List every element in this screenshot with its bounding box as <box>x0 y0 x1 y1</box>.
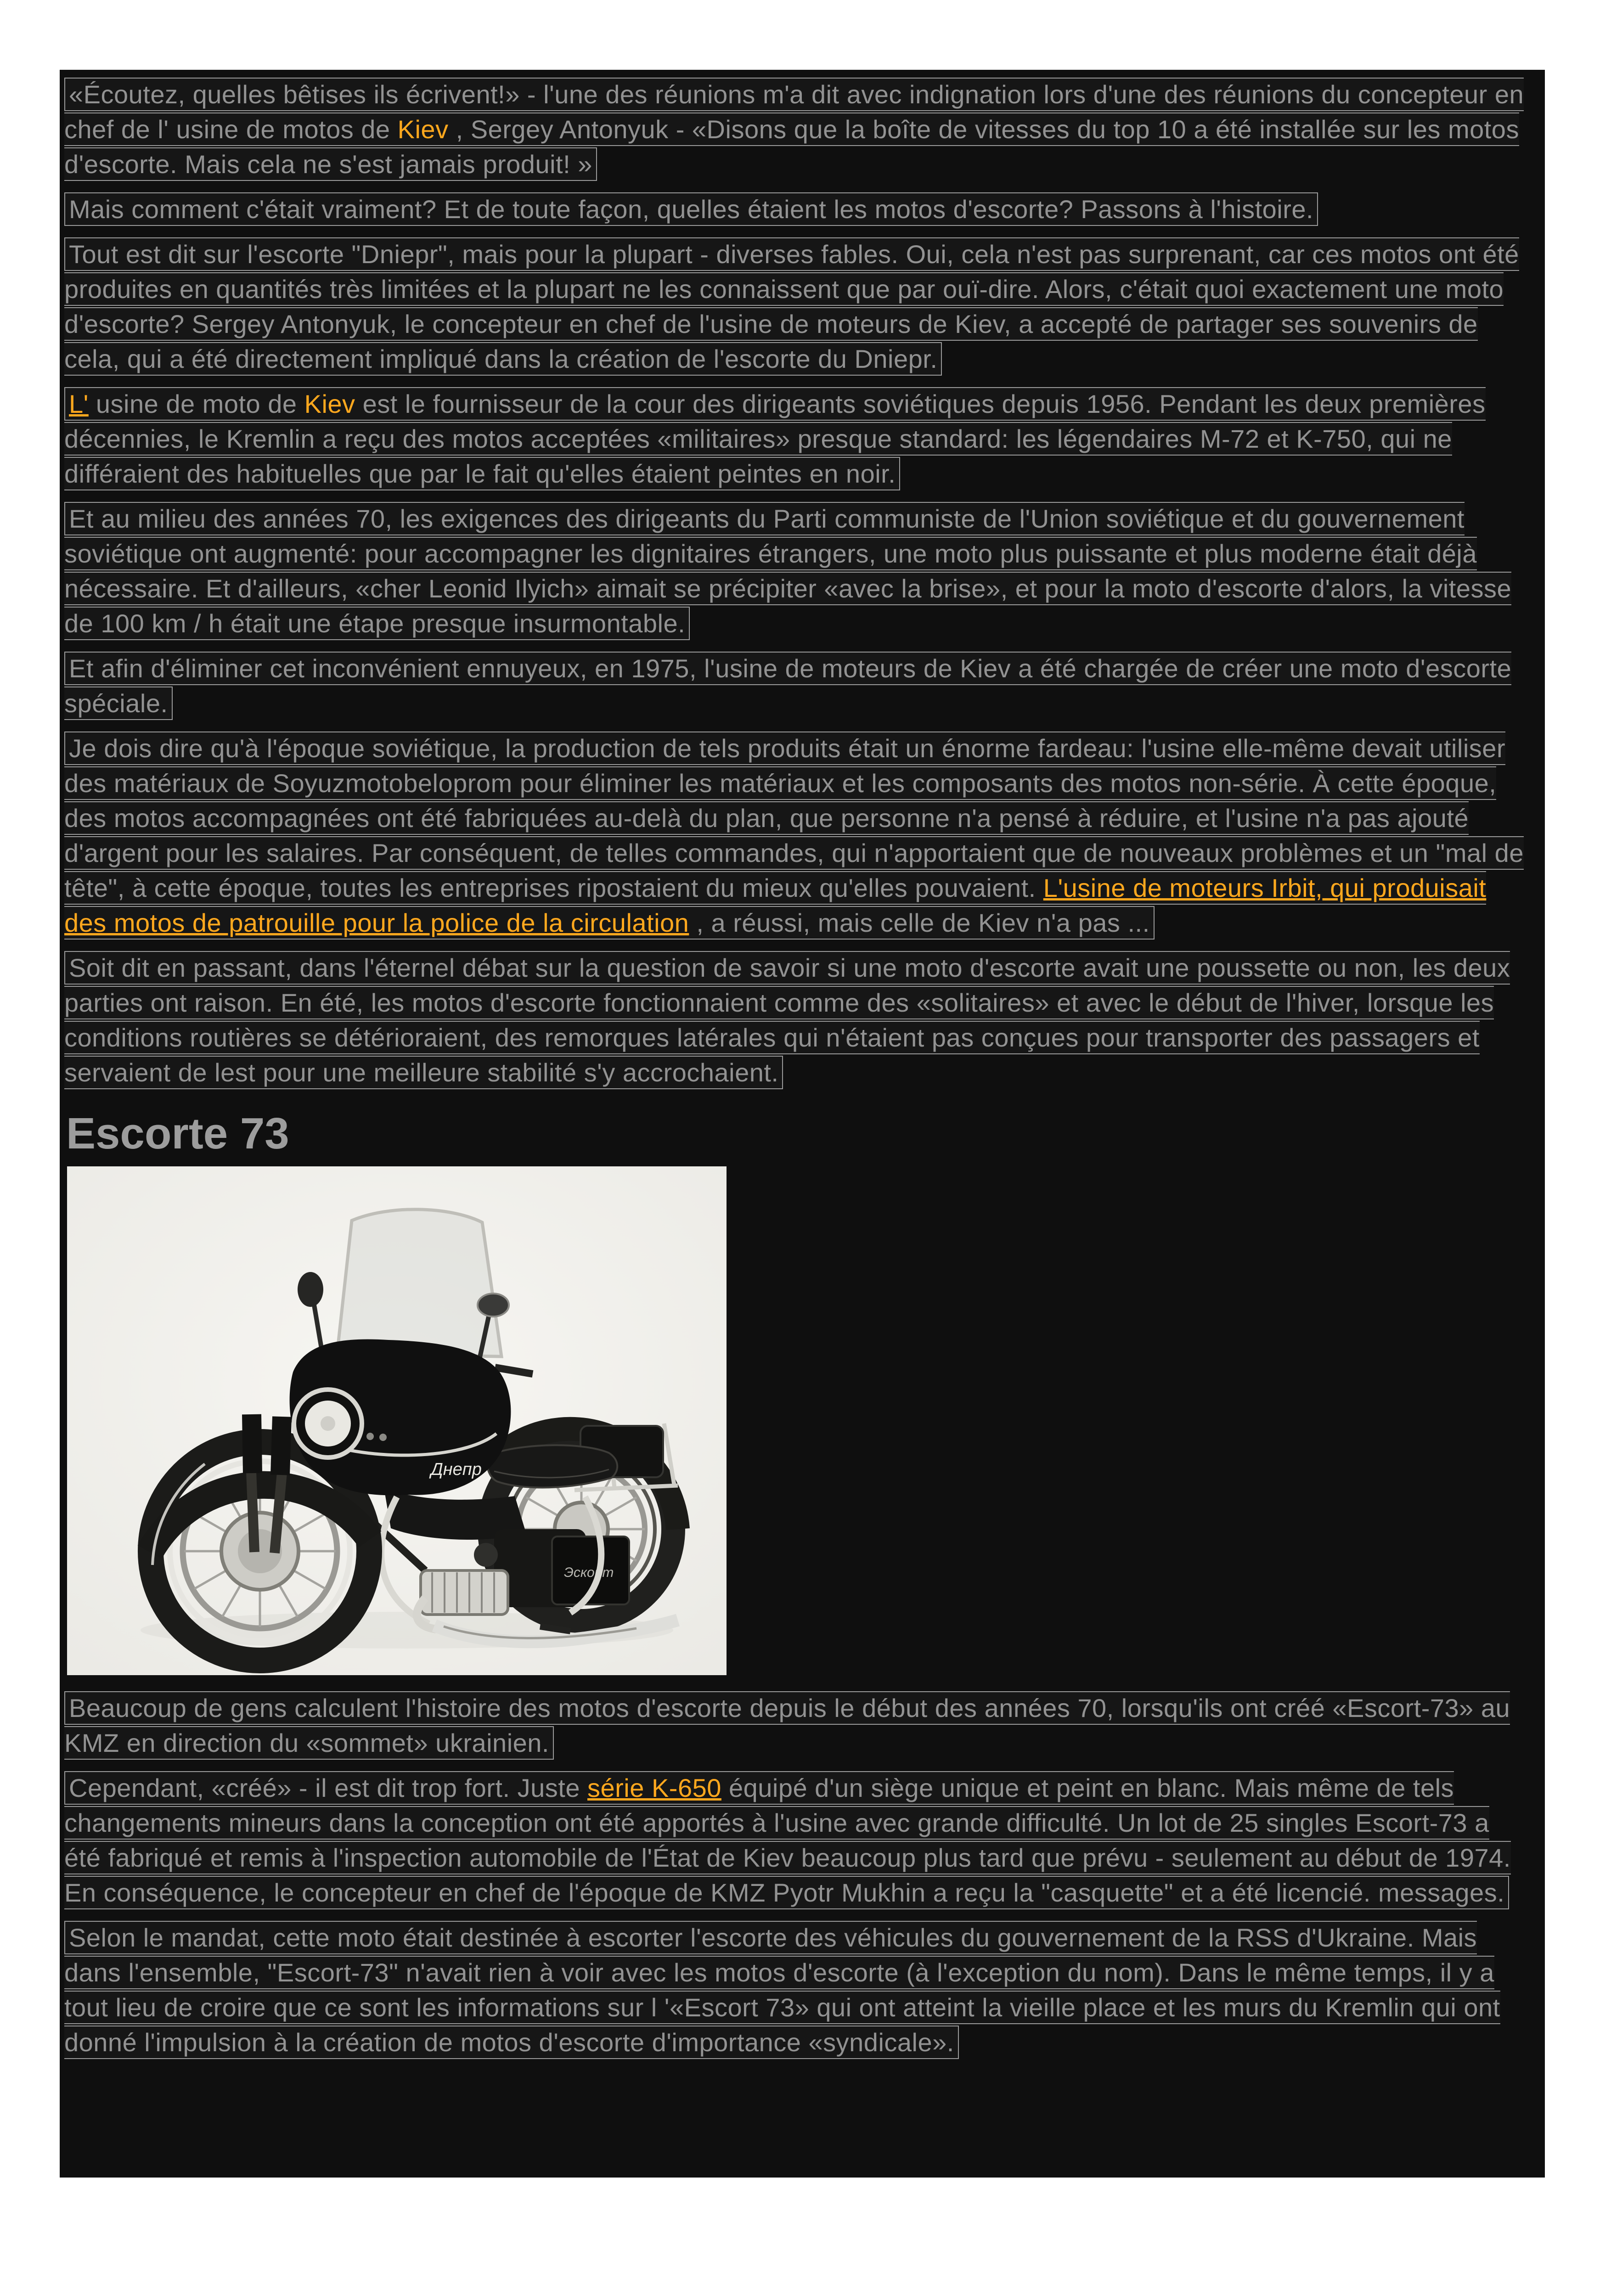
paragraph <box>64 731 1531 940</box>
inline-link[interactable]: série K-650 <box>587 1773 721 1802</box>
tank-script-text: Днепр <box>431 1460 482 1479</box>
text-run: Soit dit en passant, dans l'éternel débat sur la question de savoir si une moto d'escorte avait une poussette ou non, les deux parties ont raison. En été, les motos d'escorte fonctionnaient comme des «solitaires» et avec le début de l'hiver, lorsque les conditions routières se détérioraient, des remorques latérales qui n'étaient pas conçues pour transporter des passagers et servaient de lest pour une meilleure stabilité s'y accrochaient. <box>64 953 1510 1087</box>
sentence-box <box>64 387 1486 490</box>
text-run: Je dois dire qu'à l'époque soviétique, la production de tels produits était un énorme fardeau: l'usine elle-même devait utiliser des matériaux de Soyuzmotobeloprom pour éliminer les matériaux et les composants des motos non-série. À cette époque, des motos accompagnées ont été fabriquées au-delà du plan, que personne n'a pensé à réduire, et l'usine n'a pas ajouté d'argent pour les salaires. Par conséquent, de telles commandes, qui n'apportaient que de nouveaux problèmes et un "mal de tête", à cette époque, toutes les entreprises ripostaient du mieux qu'elles pouvaient. <box>64 734 1524 902</box>
paragraph <box>64 192 1531 227</box>
inline-link[interactable]: L' <box>69 389 89 418</box>
text-run: est le fournisseur de la cour des dirigeants soviétiques depuis 1956. Pendant les deux premières décennies, le Kremlin a reçu des motos acceptées «militaires» presque standard: les légendaires M-72 et K-750, qui ne différaient des habituelles que par le fait qu'elles étaient peintes en noir. <box>64 389 1486 488</box>
text-run: Selon le mandat, cette moto était destinée à escorter l'escorte des véhicules du gouvernement de la RSS d'Ukraine. Mais dans l'ensemble, "Escort-73" n'avait rien à voir avec les motos d'escorte (à l'exception du nom). Dans le même temps, il y a tout lieu de croire que ce sont les informations sur l '«Escort 73» qui ont atteint la vieille place et les murs du Kremlin qui ont donné l'impulsion à la création de motos d'escorte d'importance «syndicale». <box>64 1923 1500 2057</box>
article-panel <box>60 70 1545 2178</box>
sentence-box <box>64 732 1524 940</box>
windscreen <box>337 1210 501 1356</box>
paragraph <box>64 237 1531 377</box>
motorcycle-photo <box>67 1166 727 1675</box>
sentence-box <box>64 237 1519 376</box>
paragraph <box>64 1771 1531 1910</box>
section-heading: Escorte 73 <box>66 1109 289 1158</box>
text-run: , a réussi, mais celle de Kiev n'a pas ... <box>689 908 1150 937</box>
text-run: Tout est dit sur l'escorte "Dniepr", mais pour la plupart - diverses fables. Oui, cela n'est pas surprenant, car ces motos ont été produites en quantités très limitées et la plupart ne les connaissent que par ouï-dire. Alors, c'était quoi exactement une moto d'escorte? Sergey Antonyuk, le concepteur en chef de l'usine de moteurs de Kiev, a accepté de partager ses souvenirs de cela, qui a été directement impliqué dans la création de l'escorte du Dniepr. <box>64 240 1519 373</box>
paragraph <box>64 1691 1531 1761</box>
text-run: usine de moto de <box>88 389 304 418</box>
sentence-box <box>64 1691 1510 1760</box>
paragraph <box>64 1920 1531 2060</box>
text-run: équipé d'un siège unique et peint en blanc. Mais même de tels changements mineurs dans la conception ont été apportés à l'usine avec grande difficulté. Un lot de 25 singles Escort-73 a été fabriqué et remis à l'inspection automobile de l'État de Kiev beaucoup plus tard que prévu - seulement au début de 1974. En conséquence, le concepteur en chef de l'époque de KMZ Pyotr Mukhin a reçu la "casquette" et a été licencié. messages. <box>64 1773 1511 1907</box>
text-run: Mais comment c'était vraiment? Et de toute façon, quelles étaient les motos d'escorte? Passons à l'histoire. <box>69 195 1314 224</box>
inline-link[interactable]: L'usine de moteurs Irbit, qui produisait des motos de patrouille pour la police de la circulation <box>64 873 1487 937</box>
text-run: , Sergey Antonyuk - «Disons que la boîte de vitesses du top 10 a été installée sur les motos d'escorte. Mais cela ne s'est jamais produit! » <box>64 115 1519 179</box>
inline-link[interactable]: Kiev <box>397 115 449 144</box>
paragraph <box>64 387 1531 491</box>
motorcycle-photo-illustration <box>67 1166 727 1675</box>
paragraph <box>64 77 1531 182</box>
paragraph <box>64 951 1531 1090</box>
front-fairing <box>290 1339 511 1496</box>
text-run: «Écoutez, quelles bêtises ils écrivent!» - l'une des réunions m'a dit avec indignation lors d'une des réunions du concepteur en chef de l' usine de motos de <box>64 80 1524 144</box>
paragraph <box>64 651 1531 721</box>
inline-link[interactable]: Kiev <box>304 389 355 418</box>
text-run: Et afin d'éliminer cet inconvénient ennuyeux, en 1975, l'usine de moteurs de Kiev a été chargée de créer une moto d'escorte spéciale. <box>64 654 1512 718</box>
sentence-box <box>64 78 1524 181</box>
engine-script-text: Эскорт <box>564 1565 614 1580</box>
text-run: Beaucoup de gens calculent l'histoire des motos d'escorte depuis le début des années 70, lorsqu'ils ont créé «Escort-73» au KMZ en direction du «sommet» ukrainien. <box>64 1694 1510 1757</box>
seat <box>487 1445 617 1487</box>
sentence-box <box>64 1771 1511 1909</box>
sentence-box <box>64 652 1511 720</box>
sentence-box <box>64 192 1318 226</box>
text-run: Cependant, «créé» - il est dit trop fort. Juste <box>69 1773 588 1802</box>
sentence-box <box>64 1921 1500 2059</box>
footpeg <box>540 1626 570 1631</box>
text-run: Et au milieu des années 70, les exigences des dirigeants du Parti communiste de l'Union soviétique et du gouvernement soviétique ont augmenté: pour accompagner les dignitaires étrangers, une moto plus puissante et plus moderne était déjà nécessaire. Et d'ailleurs, «cher Leonid Ilyich» aimait se précipiter «avec la brise», et pour la moto d'escorte d'alors, la vitesse de 100 km / h était une étape presque insurmontable. <box>64 504 1512 638</box>
sentence-box <box>64 951 1510 1089</box>
paragraph <box>64 501 1531 641</box>
sentence-box <box>64 502 1511 640</box>
